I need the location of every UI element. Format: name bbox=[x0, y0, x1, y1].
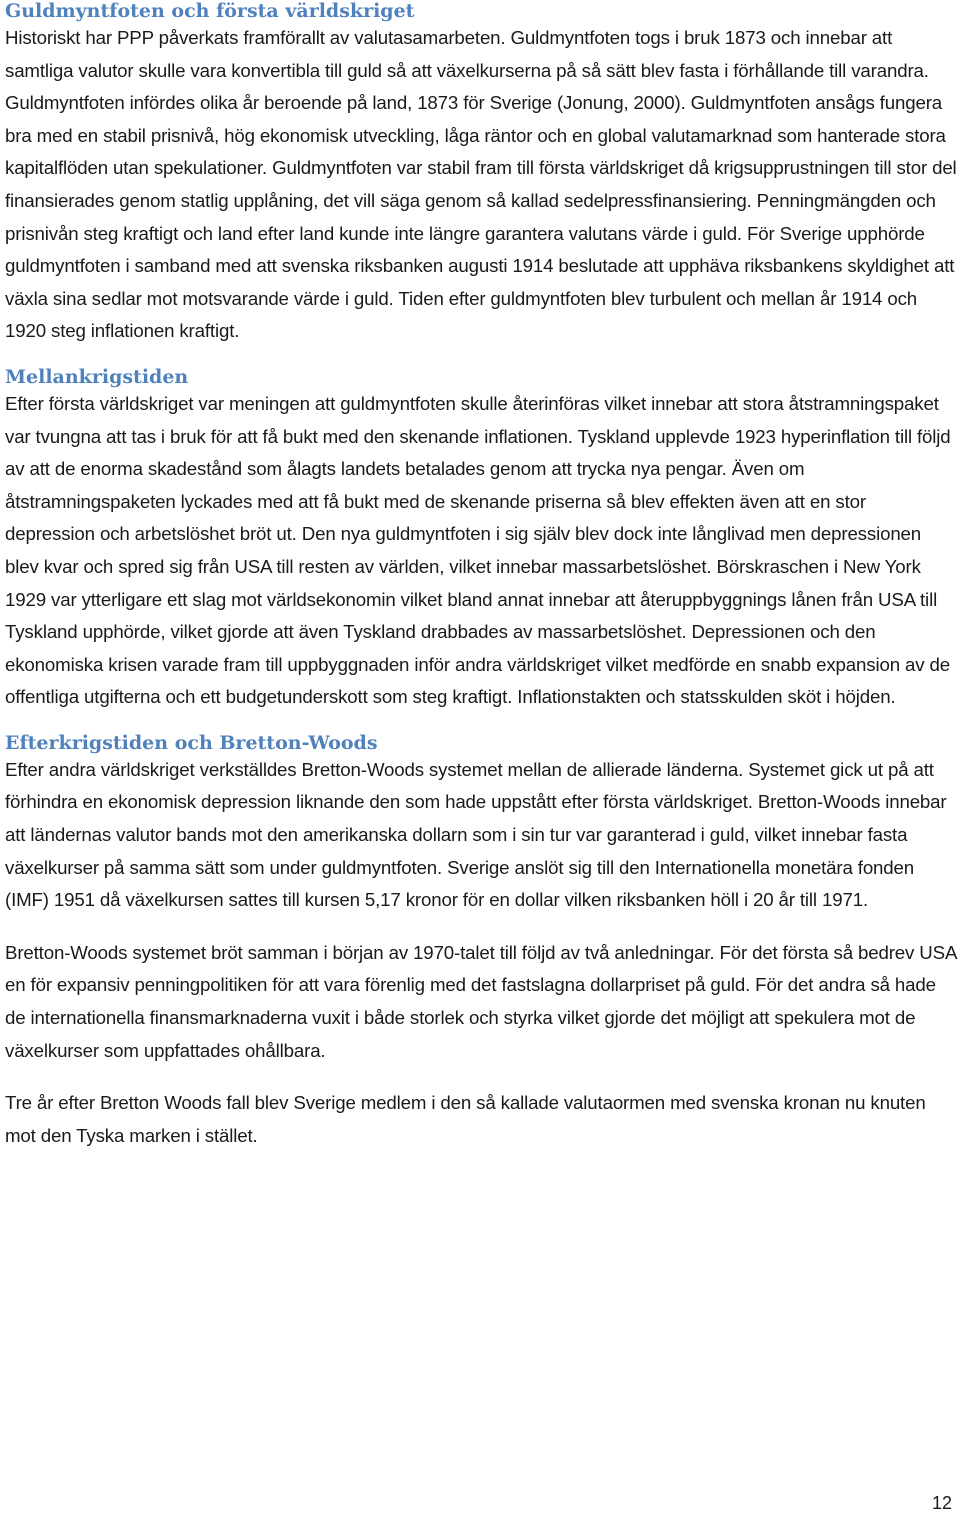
section-interwar bbox=[5, 366, 957, 714]
body-paragraph: Efter första världskriget var meningen att guldmyntfoten skulle återinföras vilket innebar att stora åtstramningspaket var tvungna att tas i bruk för att få bukt med den skenande inflationen. Tyskland upplevde 1923 hyperinflation till följd av att de enorma skadestånd som ålagts landets betalades genom att trycka nya pengar. Även om åtstramningspaketen lyckades med att få bukt med de skenande priserna så blev effekten även att en stor depression och arbetslöshet bröt ut. Den nya guldmyntfoten i sig själv blev dock inte långlivad men depressionen blev kvar och spred sig från USA till resten av världen, vilket innebar massarbetslöshet. Börskraschen i New York 1929 var ytterligare ett slag mot världsekonomin vilket bland annat innebar att återuppbyggnings lånen från USA till Tyskland upphörde, vilket gjorde att även Tyskland drabbades av massarbetslöshet. Depressionen och den ekonomiska krisen varade fram till uppbyggnaden inför andra världskriget vilket medförde en snabb expansion av de offentliga utgifterna och ett budgetunderskott som steg kraftigt. Inflationstakten och statsskulden sköt i höjden. bbox=[5, 392, 951, 708]
body-paragraph: Historiskt har PPP påverkats framförallt av valutasamarbeten. Guldmyntfoten togs i bruk 1873 och innebar att samtliga valutor skulle vara konvertibla till guld så att växelkurserna på så sätt blev fasta i förhållande till varandra. Guldmyntfoten infördes olika år beroende på land, 1873 för Sverige (Jonung, 2000). Guldmyntfoten ansågs fungera bra med en stabil prisnivå, hög ekonomisk utveckling, låga räntor och en global valutamarknad som hanterade stora kapitalflöden utan spekulationer. Guldmyntfoten var stabil fram till första världskriget då krigsupprustningen till stor del finansierades genom statlig upplåning, det vill säga genom så kallad sedelpressfinansiering. Penningmängden och prisnivån steg kraftigt och land efter land kunde inte längre garantera valutans värde i guld. För Sverige upphörde guldmyntfoten i samband med att svenska riksbanken augusti 1914 beslutade att upphäva riksbankens skyldighet att växla sina sedlar mot motsvarande värde i guld. Tiden efter guldmyntfoten blev turbulent och mellan år 1914 och 1920 steg inflationen kraftigt. bbox=[5, 27, 957, 342]
section-heading: Mellankrigstiden bbox=[5, 365, 189, 388]
body-paragraph: Tre år efter Bretton Woods fall blev Sverige medlem i den så kallade valutaormen med svenska kronan nu knuten mot den Tyska marken i stället. bbox=[5, 1092, 926, 1146]
section-postwar bbox=[5, 732, 957, 1153]
section-gold-standard bbox=[5, 0, 957, 348]
body-paragraph: Bretton-Woods systemet bröt samman i början av 1970-talet till följd av två anledningar. För det första så bedrev USA en för expansiv penningpolitiken för att vara förenlig med det fastslagna dollarpriset på guld. För det andra så hade de internationella finansmarknaderna vuxit i både storlek och styrka vilket gjorde det möjligt att spekulera mot de växelkurser som uppfattades ohållbara. bbox=[5, 941, 957, 1061]
section-heading: Efterkrigstiden och Bretton-Woods bbox=[5, 731, 378, 754]
section-heading: Guldmyntfoten och första världskriget bbox=[5, 0, 415, 22]
document-page bbox=[5, 0, 957, 1152]
page-number: 12 bbox=[931, 1493, 952, 1513]
body-paragraph: Efter andra världskriget verkställdes Bretton-Woods systemet mellan de allierade länderna. Systemet gick ut på att förhindra en ekonomisk depression liknande den som hade uppstått efter första världskriget. Bretton-Woods innebar att ländernas valutor bands mot den amerikanska dollarn som i sin tur var garanterad i guld, vilket innebar fasta växelkurser på samma sätt som under guldmyntfoten. Sverige anslöt sig till den Internationella monetära fonden (IMF) 1951 då växelkursen sattes till kursen 5,17 kronor för en dollar vilken riksbanken höll i 20 år till 1971. bbox=[5, 758, 947, 911]
